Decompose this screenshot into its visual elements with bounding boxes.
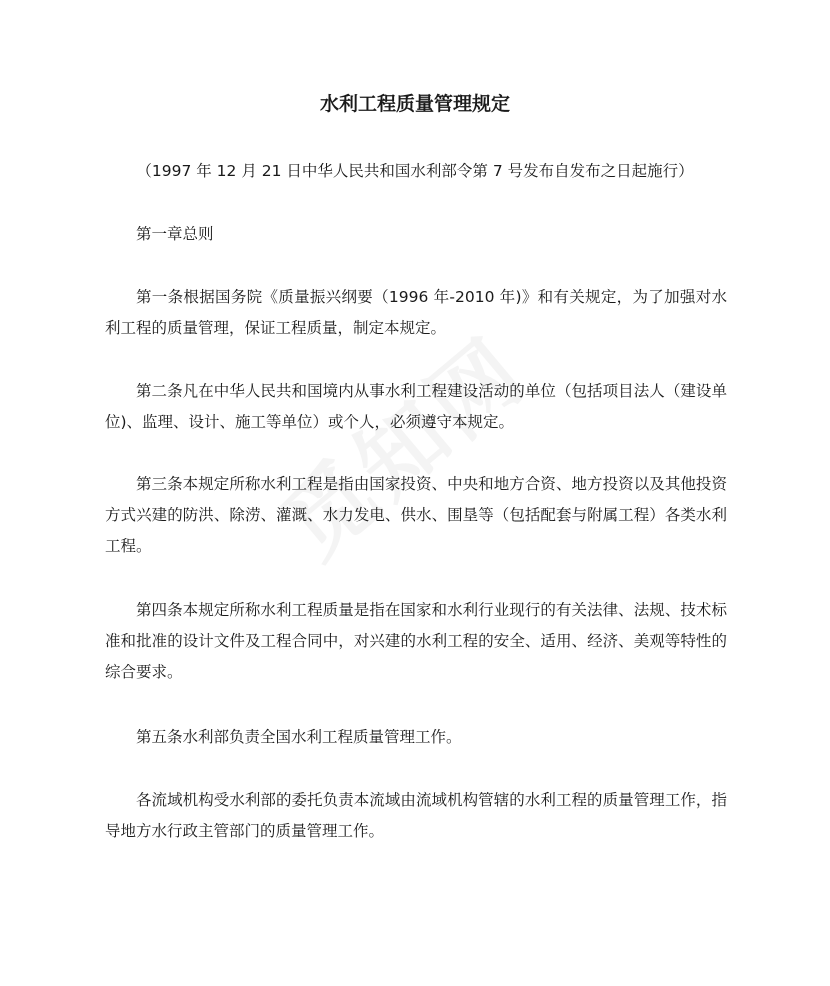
article-5-paragraph-2: 各流域机构受水利部的委托负责本流域由流域机构管辖的水利工程的质量管理工作，指导地方水行政主管部门的质量管理工作。 — [105, 791, 727, 840]
document-subtitle: （1997 年 12 月 21 日中华人民共和国水利部令第 7 号发布自发布之日起施行） — [136, 162, 694, 180]
chapter-heading: 第一章总则 — [136, 225, 214, 243]
article-4: 第四条本规定所称水利工程质量是指在国家和水利行业现行的有关法律、法规、技术标准和批准的设计文件及工程合同中，对兴建的水利工程的安全、适用、经济、美观等特性的综合要求。 — [105, 601, 727, 681]
document-title: 水利工程质量管理规定 — [319, 93, 510, 115]
article-3: 第三条本规定所称水利工程是指由国家投资、中央和地方合资、地方投资以及其他投资方式兴建的防洪、除涝、灌溉、水力发电、供水、围垦等（包括配套与附属工程）各类水利工程。 — [105, 475, 727, 555]
article-2: 第二条凡在中华人民共和国境内从事水利工程建设活动的单位（包括项目法人（建设单位)、监理、设计、施工等单位）或个人，必须遵守本规定。 — [105, 382, 727, 431]
article-5: 第五条水利部负责全国水利工程质量管理工作。 — [136, 728, 462, 746]
article-1: 第一条根据国务院《质量振兴纲要（1996 年-2010 年)》和有关规定，为了加强对水利工程的质量管理，保证工程质量，制定本规定。 — [105, 288, 727, 337]
